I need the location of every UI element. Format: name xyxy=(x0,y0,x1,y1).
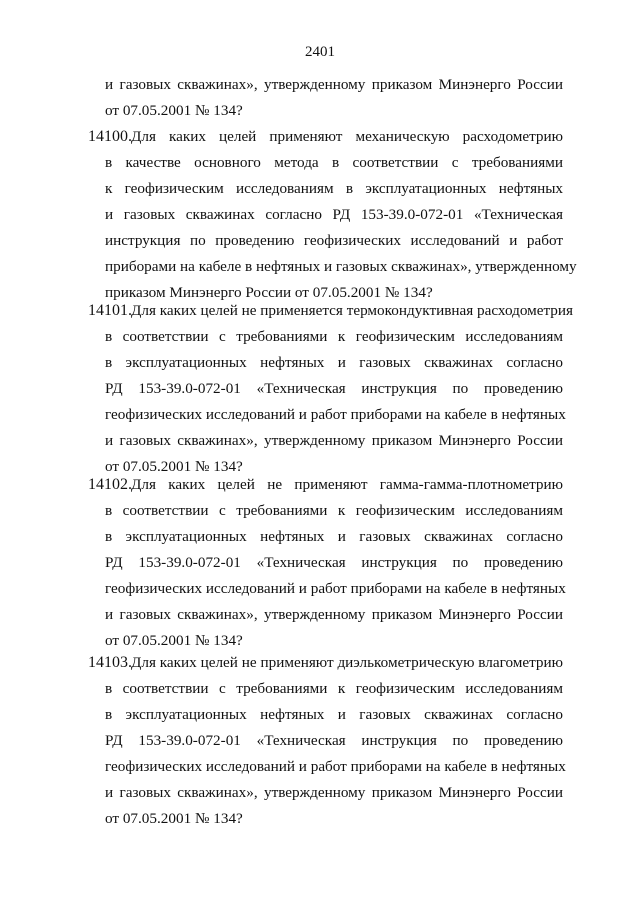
question-line: Для каких целей не применяется термокондуктивная расходометрия xyxy=(131,302,574,319)
question-number: 14100. xyxy=(88,128,132,145)
question-line: геофизических исследований и работ приборами на кабеле в нефтяных xyxy=(105,406,566,423)
question-line: РД 153-39.0-072-01 «Техническая инструкция по проведению xyxy=(105,554,563,571)
question-line: в соответствии с требованиями к геофизическим исследованиям xyxy=(105,328,563,345)
question-line: РД 153-39.0-072-01 «Техническая инструкция по проведению xyxy=(105,732,563,749)
question-line: инструкция по проведению геофизических исследований и работ xyxy=(105,232,563,249)
question-line: и газовых скважинах», утвержденному приказом Минэнерго России xyxy=(105,432,563,449)
question-line: в эксплуатационных нефтяных и газовых скважинах согласно xyxy=(105,354,563,371)
question-number: 14102. xyxy=(88,476,132,493)
question-line: в соответствии с требованиями к геофизическим исследованиям xyxy=(105,502,563,519)
page-number: 2401 xyxy=(305,44,335,60)
question-line: в эксплуатационных нефтяных и газовых скважинах согласно xyxy=(105,706,563,723)
continuation-line: и газовых скважинах», утвержденному приказом Минэнерго России xyxy=(105,76,563,93)
question-line: и газовых скважинах согласно РД 153-39.0-072-01 «Техническая xyxy=(105,206,563,223)
question-line: геофизических исследований и работ приборами на кабеле в нефтяных xyxy=(105,580,566,597)
question-line: Для каких целей применяют механическую расходометрию xyxy=(131,128,563,145)
question-line: от 07.05.2001 № 134? xyxy=(105,458,243,475)
question-line: РД 153-39.0-072-01 «Техническая инструкция по проведению xyxy=(105,380,563,397)
question-line: Для каких целей не применяют гамма-гамма-плотнометрию xyxy=(131,476,563,493)
question-line: в эксплуатационных нефтяных и газовых скважинах согласно xyxy=(105,528,563,545)
question-line: Для каких целей не применяют диэлькометрическую влагометрию xyxy=(131,654,563,671)
question-line: приборами на кабеле в нефтяных и газовых скважинах», утвержденному xyxy=(105,258,577,275)
question-line: и газовых скважинах», утвержденному приказом Минэнерго России xyxy=(105,784,563,801)
question-line: к геофизическим исследованиям в эксплуатационных нефтяных xyxy=(105,180,563,197)
question-number: 14101. xyxy=(88,302,132,319)
continuation-line: от 07.05.2001 № 134? xyxy=(105,102,243,119)
question-line: в качестве основного метода в соответствии с требованиями xyxy=(105,154,563,171)
question-number: 14103. xyxy=(88,654,132,671)
question-line: приказом Минэнерго России от 07.05.2001 № 134? xyxy=(105,284,433,301)
question-line: от 07.05.2001 № 134? xyxy=(105,632,243,649)
question-line: геофизических исследований и работ приборами на кабеле в нефтяных xyxy=(105,758,566,775)
question-line: и газовых скважинах», утвержденному приказом Минэнерго России xyxy=(105,606,563,623)
question-line: в соответствии с требованиями к геофизическим исследованиям xyxy=(105,680,563,697)
question-line: от 07.05.2001 № 134? xyxy=(105,810,243,827)
